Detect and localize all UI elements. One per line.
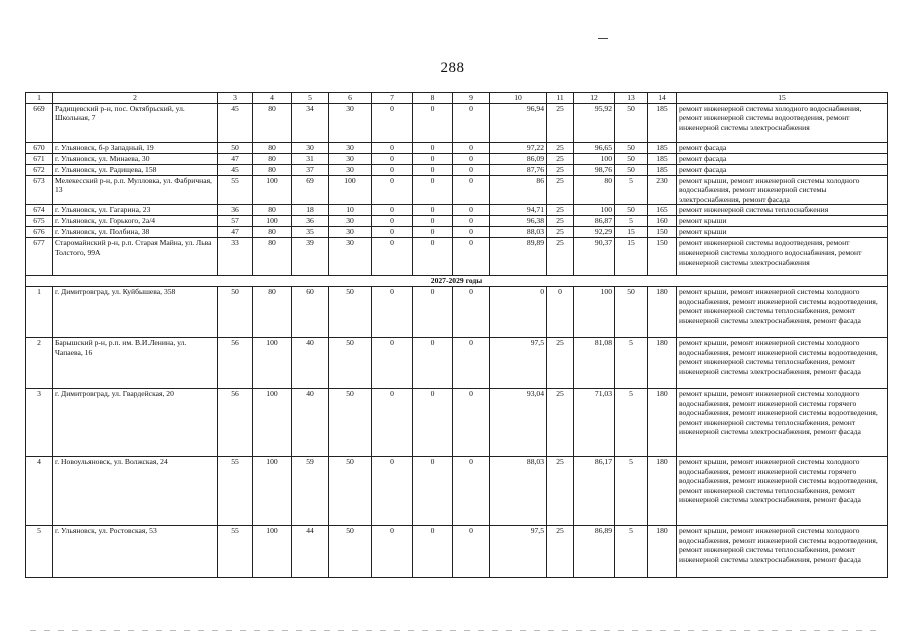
cell-c6: 30 [329, 238, 372, 276]
cell-c3: 33 [218, 238, 253, 276]
cell-n: 3 [26, 388, 53, 456]
cell-c4: 100 [253, 388, 292, 456]
column-header: 9 [453, 93, 490, 104]
cell-c3: 55 [218, 175, 253, 205]
cell-c13: 5 [615, 525, 648, 577]
cell-c9: 0 [453, 337, 490, 388]
cell-c6: 30 [329, 142, 372, 153]
cell-c6: 50 [329, 525, 372, 577]
repair-program-table [25, 92, 888, 578]
cell-c4: 80 [253, 205, 292, 216]
cell-c7: 0 [372, 227, 413, 238]
cell-c9: 0 [453, 388, 490, 456]
cell-addr: г. Ульяновск, ул. Горького, 2а/4 [53, 216, 218, 227]
cell-addr: Старомайнский р-н, р.п. Старая Майна, ул. Льва Толстого, 99А [53, 238, 218, 276]
cell-n: 672 [26, 164, 53, 175]
cell-c10: 97,22 [490, 142, 547, 153]
cell-c9: 0 [453, 103, 490, 142]
cell-c8: 0 [413, 164, 453, 175]
cell-c12: 96,65 [574, 142, 615, 153]
cell-n: 673 [26, 175, 53, 205]
cell-c6: 50 [329, 456, 372, 525]
table-row [26, 164, 888, 175]
cell-addr: г. Ульяновск, ул. Минаева, 30 [53, 153, 218, 164]
cell-c9: 0 [453, 175, 490, 205]
cell-addr: г. Ульяновск, ул. Ростовская, 53 [53, 525, 218, 577]
cell-n: 676 [26, 227, 53, 238]
column-header: 7 [372, 93, 413, 104]
cell-c8: 0 [413, 388, 453, 456]
cell-c4: 100 [253, 216, 292, 227]
table-row [26, 227, 888, 238]
cell-c14: 185 [648, 142, 677, 153]
cell-works: ремонт фасада [677, 142, 888, 153]
cell-c6: 50 [329, 286, 372, 337]
cell-c4: 80 [253, 286, 292, 337]
table-row [26, 175, 888, 205]
cell-addr: г. Ульяновск, ул. Гагарина, 23 [53, 205, 218, 216]
cell-c5: 39 [292, 238, 329, 276]
cell-c3: 50 [218, 142, 253, 153]
cell-c7: 0 [372, 205, 413, 216]
cell-c12: 71,03 [574, 388, 615, 456]
column-header: 3 [218, 93, 253, 104]
cell-c7: 0 [372, 286, 413, 337]
section-label: 2027-2029 годы [26, 276, 888, 287]
cell-c14: 160 [648, 216, 677, 227]
cell-n: 2 [26, 337, 53, 388]
cell-c11: 25 [547, 525, 574, 577]
cell-c13: 5 [615, 337, 648, 388]
cell-c4: 80 [253, 142, 292, 153]
cell-c8: 0 [413, 337, 453, 388]
cell-c11: 25 [547, 205, 574, 216]
cell-c14: 180 [648, 286, 677, 337]
cell-c10: 86,09 [490, 153, 547, 164]
cell-n: 670 [26, 142, 53, 153]
cell-c14: 185 [648, 153, 677, 164]
cell-addr: г. Ульяновск, ул. Радищева, 158 [53, 164, 218, 175]
cell-c12: 100 [574, 153, 615, 164]
cell-c14: 150 [648, 227, 677, 238]
cell-c7: 0 [372, 525, 413, 577]
cell-c10: 0 [490, 286, 547, 337]
cell-works: ремонт крыши, ремонт инженерной системы холодного водоснабжения, ремонт инженерной системы водоотведения, ремонт инженерной системы теплоснабжения, ремонт инженерной системы электроснабжения, ремонт фасада [677, 337, 888, 388]
cell-c11: 25 [547, 456, 574, 525]
column-header: 10 [490, 93, 547, 104]
column-header: 2 [53, 93, 218, 104]
cell-n: 4 [26, 456, 53, 525]
cell-c13: 5 [615, 216, 648, 227]
cell-c13: 50 [615, 164, 648, 175]
cell-works: ремонт крыши [677, 216, 888, 227]
table-row [26, 525, 888, 577]
cell-n: 1 [26, 286, 53, 337]
cell-c14: 180 [648, 388, 677, 456]
cell-c13: 50 [615, 153, 648, 164]
cell-works: ремонт инженерной системы теплоснабжения [677, 205, 888, 216]
cell-c12: 81,08 [574, 337, 615, 388]
cell-c13: 50 [615, 205, 648, 216]
cell-c7: 0 [372, 216, 413, 227]
cell-c8: 0 [413, 142, 453, 153]
cell-c4: 100 [253, 175, 292, 205]
cell-c6: 50 [329, 388, 372, 456]
cell-c9: 0 [453, 164, 490, 175]
table-row [26, 286, 888, 337]
cell-c6: 30 [329, 164, 372, 175]
cell-c13: 5 [615, 388, 648, 456]
cell-c10: 88,03 [490, 456, 547, 525]
cell-c12: 86,87 [574, 216, 615, 227]
cell-works: ремонт крыши, ремонт инженерной системы холодного водоснабжения, ремонт инженерной системы водоотведения, ремонт инженерной системы теплоснабжения, ремонт инженерной системы электроснабжения, ремонт фасада [677, 286, 888, 337]
column-header: 15 [677, 93, 888, 104]
cell-c5: 60 [292, 286, 329, 337]
cell-c10: 97,5 [490, 337, 547, 388]
cell-c5: 40 [292, 337, 329, 388]
table-row [26, 103, 888, 142]
cell-c7: 0 [372, 164, 413, 175]
section-row [26, 276, 888, 287]
table-row [26, 388, 888, 456]
cell-c7: 0 [372, 153, 413, 164]
cell-c3: 50 [218, 286, 253, 337]
cell-c10: 89,89 [490, 238, 547, 276]
cell-c10: 86 [490, 175, 547, 205]
cell-c11: 25 [547, 216, 574, 227]
scan-artifact [598, 38, 608, 39]
cell-c5: 34 [292, 103, 329, 142]
table-row [26, 216, 888, 227]
cell-c5: 30 [292, 142, 329, 153]
cell-c5: 36 [292, 216, 329, 227]
cell-c12: 92,29 [574, 227, 615, 238]
cell-c7: 0 [372, 142, 413, 153]
cell-c4: 80 [253, 164, 292, 175]
cell-c7: 0 [372, 103, 413, 142]
cell-c14: 180 [648, 525, 677, 577]
cell-c3: 57 [218, 216, 253, 227]
cell-c4: 100 [253, 337, 292, 388]
cell-c6: 10 [329, 205, 372, 216]
cell-c6: 30 [329, 227, 372, 238]
cell-c11: 25 [547, 142, 574, 153]
column-header: 5 [292, 93, 329, 104]
cell-addr: Мелекесский р-н, р.п. Мулловка, ул. Фабричная, 13 [53, 175, 218, 205]
cell-c5: 40 [292, 388, 329, 456]
cell-c5: 37 [292, 164, 329, 175]
cell-c3: 45 [218, 103, 253, 142]
cell-c5: 69 [292, 175, 329, 205]
cell-c9: 0 [453, 227, 490, 238]
cell-c6: 30 [329, 103, 372, 142]
cell-c4: 80 [253, 227, 292, 238]
cell-c14: 180 [648, 456, 677, 525]
cell-c6: 100 [329, 175, 372, 205]
cell-c14: 185 [648, 103, 677, 142]
cell-works: ремонт фасада [677, 164, 888, 175]
cell-c8: 0 [413, 227, 453, 238]
cell-c8: 0 [413, 456, 453, 525]
cell-c10: 93,04 [490, 388, 547, 456]
column-header: 14 [648, 93, 677, 104]
cell-c14: 165 [648, 205, 677, 216]
cell-c11: 25 [547, 227, 574, 238]
cell-c3: 47 [218, 153, 253, 164]
cell-c4: 100 [253, 456, 292, 525]
cell-c12: 95,92 [574, 103, 615, 142]
cell-c3: 47 [218, 227, 253, 238]
cell-c11: 25 [547, 388, 574, 456]
column-header: 6 [329, 93, 372, 104]
cell-c12: 80 [574, 175, 615, 205]
cell-c13: 5 [615, 456, 648, 525]
table-row [26, 456, 888, 525]
cell-c8: 0 [413, 238, 453, 276]
cell-c13: 50 [615, 286, 648, 337]
cell-c7: 0 [372, 337, 413, 388]
cell-addr: г. Ульяновск, ул. Полбина, 38 [53, 227, 218, 238]
cell-c7: 0 [372, 456, 413, 525]
cell-c5: 31 [292, 153, 329, 164]
cell-c9: 0 [453, 456, 490, 525]
cell-c13: 50 [615, 103, 648, 142]
cell-n: 5 [26, 525, 53, 577]
cell-c13: 5 [615, 175, 648, 205]
cell-c7: 0 [372, 175, 413, 205]
cell-c9: 0 [453, 142, 490, 153]
cell-c11: 25 [547, 164, 574, 175]
column-header: 1 [26, 93, 53, 104]
column-header: 4 [253, 93, 292, 104]
cell-works: ремонт фасада [677, 153, 888, 164]
column-header: 12 [574, 93, 615, 104]
cell-c5: 35 [292, 227, 329, 238]
cell-c10: 97,5 [490, 525, 547, 577]
cell-c3: 56 [218, 337, 253, 388]
cell-c11: 25 [547, 153, 574, 164]
table-row [26, 142, 888, 153]
cell-c9: 0 [453, 525, 490, 577]
cell-works: ремонт крыши, ремонт инженерной системы холодного водоснабжения, ремонт инженерной системы водоотведения, ремонт инженерной системы теплоснабжения, ремонт инженерной системы электроснабжения, ремонт фасада [677, 525, 888, 577]
cell-c5: 59 [292, 456, 329, 525]
scan-edge-artifact [30, 630, 880, 631]
table-row [26, 205, 888, 216]
cell-c12: 90,37 [574, 238, 615, 276]
column-header: 11 [547, 93, 574, 104]
cell-c12: 86,17 [574, 456, 615, 525]
cell-c9: 0 [453, 205, 490, 216]
cell-c3: 36 [218, 205, 253, 216]
cell-addr: г. Ульяновск, б-р Западный, 19 [53, 142, 218, 153]
cell-c5: 18 [292, 205, 329, 216]
cell-c11: 25 [547, 175, 574, 205]
cell-c8: 0 [413, 153, 453, 164]
cell-addr: Барышский р-н, р.п. им. В.И.Ленина, ул. Чапаева, 16 [53, 337, 218, 388]
cell-c12: 100 [574, 205, 615, 216]
cell-works: ремонт инженерной системы водоотведения, ремонт инженерной системы холодного водоснабжения, ремонт инженерной системы электроснабжения [677, 238, 888, 276]
cell-c9: 0 [453, 286, 490, 337]
cell-c14: 150 [648, 238, 677, 276]
cell-addr: г. Новоульяновск, ул. Волжская, 24 [53, 456, 218, 525]
cell-c5: 44 [292, 525, 329, 577]
cell-c6: 30 [329, 216, 372, 227]
column-header: 13 [615, 93, 648, 104]
cell-c6: 30 [329, 153, 372, 164]
cell-c13: 15 [615, 238, 648, 276]
cell-addr: Радищевский р-н, пос. Октябрьский, ул. Школьная, 7 [53, 103, 218, 142]
cell-c3: 56 [218, 388, 253, 456]
cell-c13: 15 [615, 227, 648, 238]
cell-c8: 0 [413, 205, 453, 216]
cell-c12: 100 [574, 286, 615, 337]
cell-addr: г. Димитровград, ул. Куйбышева, 358 [53, 286, 218, 337]
cell-c12: 86,89 [574, 525, 615, 577]
cell-n: 671 [26, 153, 53, 164]
cell-n: 677 [26, 238, 53, 276]
cell-c10: 87,76 [490, 164, 547, 175]
cell-c10: 94,71 [490, 205, 547, 216]
cell-works: ремонт крыши [677, 227, 888, 238]
cell-c6: 50 [329, 337, 372, 388]
cell-c4: 100 [253, 525, 292, 577]
cell-c7: 0 [372, 388, 413, 456]
cell-n: 669 [26, 103, 53, 142]
cell-c9: 0 [453, 238, 490, 276]
cell-n: 674 [26, 205, 53, 216]
cell-c8: 0 [413, 286, 453, 337]
cell-c13: 50 [615, 142, 648, 153]
page-number: 288 [440, 60, 465, 76]
cell-c10: 88,03 [490, 227, 547, 238]
cell-c14: 230 [648, 175, 677, 205]
cell-c4: 80 [253, 238, 292, 276]
cell-c11: 25 [547, 238, 574, 276]
cell-works: ремонт крыши, ремонт инженерной системы холодного водоснабжения, ремонт инженерной системы горячего водоснабжения, ремонт инженерной системы водоотведения, ремонт инженерной системы теплоснабжения, ремонт инженерной системы электроснабжения, ремонт фасада [677, 388, 888, 456]
cell-c8: 0 [413, 216, 453, 227]
cell-works: ремонт крыши, ремонт инженерной системы холодного водоснабжения, ремонт инженерной системы электроснабжения, ремонт фасада [677, 175, 888, 205]
cell-n: 675 [26, 216, 53, 227]
cell-c4: 80 [253, 103, 292, 142]
cell-c8: 0 [413, 175, 453, 205]
table-row [26, 238, 888, 276]
cell-c3: 45 [218, 164, 253, 175]
cell-c11: 25 [547, 103, 574, 142]
cell-c4: 80 [253, 153, 292, 164]
column-number-row [26, 93, 888, 104]
cell-c11: 0 [547, 286, 574, 337]
cell-c10: 96,38 [490, 216, 547, 227]
cell-c12: 98,76 [574, 164, 615, 175]
cell-works: ремонт крыши, ремонт инженерной системы холодного водоснабжения, ремонт инженерной системы горячего водоснабжения, ремонт инженерной системы водоотведения, ремонт инженерной системы теплоснабжения, ремонт инженерной системы электроснабжения, ремонт фасада [677, 456, 888, 525]
cell-c3: 55 [218, 525, 253, 577]
cell-c14: 185 [648, 164, 677, 175]
cell-c11: 25 [547, 337, 574, 388]
table-row [26, 153, 888, 164]
column-header: 8 [413, 93, 453, 104]
table-row [26, 337, 888, 388]
cell-works: ремонт инженерной системы холодного водоснабжения, ремонт инженерной системы водоотведения, ремонт инженерной системы электроснабжения [677, 103, 888, 142]
cell-c10: 96,94 [490, 103, 547, 142]
cell-c7: 0 [372, 238, 413, 276]
cell-c9: 0 [453, 216, 490, 227]
cell-addr: г. Димитровград, ул. Гвардейская, 20 [53, 388, 218, 456]
cell-c3: 55 [218, 456, 253, 525]
cell-c9: 0 [453, 153, 490, 164]
cell-c8: 0 [413, 525, 453, 577]
cell-c14: 180 [648, 337, 677, 388]
cell-c8: 0 [413, 103, 453, 142]
